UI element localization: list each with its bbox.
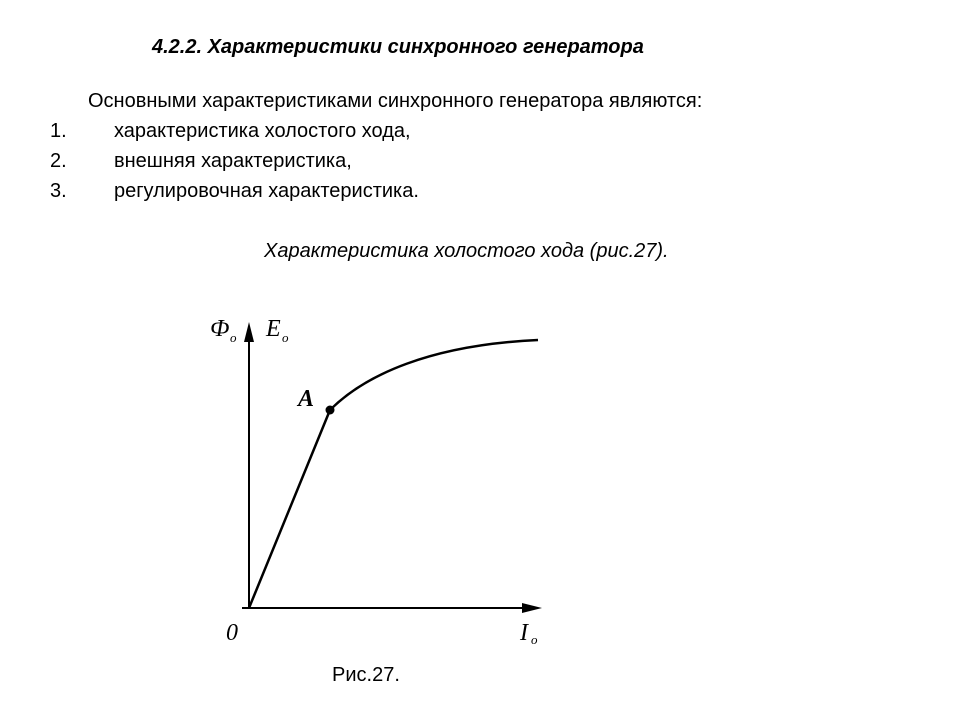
figure-caption: Рис.27. [332, 664, 400, 686]
no-load-characteristic-figure [190, 300, 570, 660]
point-a-marker [326, 406, 335, 415]
current-axis-label: I [520, 620, 528, 646]
origin-label: 0 [226, 620, 238, 646]
list-item-text: регулировочная характеристика. [114, 180, 419, 202]
no-load-curve [249, 340, 538, 608]
list-item [50, 180, 419, 203]
list-item-number: 1. [50, 120, 67, 142]
list-item [50, 150, 352, 173]
list-item-number: 2. [50, 150, 67, 172]
x-axis-arrow [522, 603, 542, 613]
point-a-label: A [298, 386, 315, 412]
section-heading: 4.2.2. Характеристики синхронного генератора [152, 36, 644, 58]
flux-axis-label: Ф [210, 316, 230, 342]
flux-axis-subscript: о [230, 330, 237, 345]
list-item-number: 3. [50, 180, 67, 202]
intro-text: Основными характеристиками синхронного генератора являются: [88, 90, 703, 112]
current-axis-subscript: о [531, 632, 538, 647]
list-item-text: внешняя характеристика, [114, 150, 352, 172]
y-axis-arrow [244, 322, 254, 342]
list-item [50, 120, 411, 143]
list-item-text: характеристика холостого хода, [114, 120, 411, 142]
figure-graph [190, 300, 570, 660]
figure-subheading: Характеристика холостого хода (рис.27). [264, 240, 669, 262]
emf-axis-subscript: о [282, 330, 289, 345]
emf-axis-label: E [266, 316, 281, 342]
